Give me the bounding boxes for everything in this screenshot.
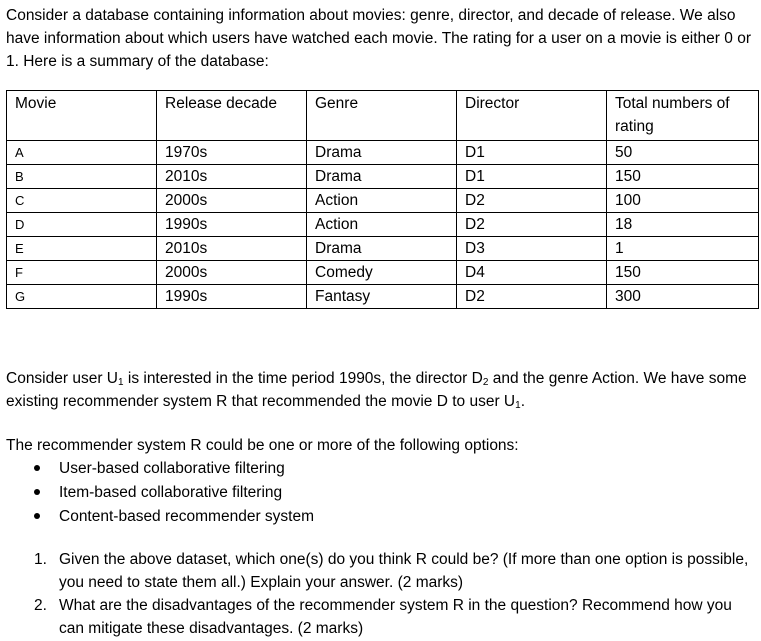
cell-director: D2	[457, 285, 607, 309]
header-director: Director	[457, 91, 607, 141]
cell-decade: 2000s	[157, 261, 307, 285]
table-row	[7, 237, 759, 261]
cell-genre: Drama	[307, 237, 457, 261]
cell-ratings: 100	[607, 189, 759, 213]
cell-genre: Drama	[307, 165, 457, 189]
options-list	[34, 457, 314, 529]
question-text: What are the disadvantages of the recommender system R in the question? Recommend how you can mitigate these disadvantages. (2 marks)	[59, 597, 732, 637]
cell-ratings: 18	[607, 213, 759, 237]
header-release-decade: Release decade	[157, 91, 307, 141]
questions-list	[34, 548, 752, 640]
list-item: Content-based recommender system	[34, 505, 314, 529]
list-item: Item-based collaborative filtering	[34, 481, 314, 505]
movie-database-table	[6, 90, 759, 309]
cell-director: D1	[457, 165, 607, 189]
header-total-ratings: Total numbers of rating	[607, 91, 759, 141]
cell-director: D3	[457, 237, 607, 261]
options-intro: The recommender system R could be one or more of the following options:	[6, 437, 519, 454]
cell-genre: Action	[307, 189, 457, 213]
question-number: 2.	[34, 597, 47, 614]
cell-genre: Action	[307, 213, 457, 237]
cell-ratings: 1	[607, 237, 759, 261]
cell-movie: A	[7, 141, 157, 165]
user-subscript: 1	[118, 377, 124, 388]
table-row	[7, 141, 759, 165]
intro-paragraph: Consider a database containing information about movies: genre, director, and decade of release. We also have information about which users have watched each movie. The rating for a user on a movie is either 0 or 1. Here is a summary of the database:	[6, 7, 751, 70]
scenario-text-1: Consider user U	[6, 370, 118, 387]
scenario-text-4: .	[520, 393, 525, 410]
table-row	[7, 165, 759, 189]
cell-decade: 1990s	[157, 213, 307, 237]
cell-director: D4	[457, 261, 607, 285]
cell-director: D2	[457, 213, 607, 237]
cell-decade: 2010s	[157, 237, 307, 261]
cell-decade: 1970s	[157, 141, 307, 165]
cell-director: D2	[457, 189, 607, 213]
cell-ratings: 150	[607, 165, 759, 189]
cell-movie: E	[7, 237, 157, 261]
cell-decade: 2010s	[157, 165, 307, 189]
cell-movie: D	[7, 213, 157, 237]
question-text: Given the above dataset, which one(s) do you think R could be? (If more than one option is possible, you need to state them all.) Explain your answer. (2 marks)	[59, 551, 749, 591]
question-item	[34, 548, 752, 594]
cell-director: D1	[457, 141, 607, 165]
question-number: 1.	[34, 551, 47, 568]
table-row	[7, 261, 759, 285]
user-subscript-end: 1	[515, 400, 521, 411]
cell-movie: B	[7, 165, 157, 189]
cell-genre: Drama	[307, 141, 457, 165]
table-row	[7, 213, 759, 237]
question-item	[34, 594, 752, 640]
cell-genre: Comedy	[307, 261, 457, 285]
cell-movie: F	[7, 261, 157, 285]
cell-genre: Fantasy	[307, 285, 457, 309]
table-row	[7, 285, 759, 309]
cell-ratings: 300	[607, 285, 759, 309]
scenario-paragraph	[6, 367, 751, 413]
cell-movie: C	[7, 189, 157, 213]
scenario-text-2: is interested in the time period 1990s, the director D	[123, 370, 483, 387]
director-subscript: 2	[482, 377, 489, 388]
cell-ratings: 150	[607, 261, 759, 285]
cell-decade: 1990s	[157, 285, 307, 309]
header-movie: Movie	[7, 91, 157, 141]
cell-movie: G	[7, 285, 157, 309]
cell-decade: 2000s	[157, 189, 307, 213]
table-header-row	[7, 91, 759, 141]
table-row	[7, 189, 759, 213]
header-genre: Genre	[307, 91, 457, 141]
list-item: User-based collaborative filtering	[34, 457, 314, 481]
cell-ratings: 50	[607, 141, 759, 165]
scenario-text-3: and the genre Action. We have some existing recommender system R that recommended the movie D to user U	[6, 370, 747, 410]
